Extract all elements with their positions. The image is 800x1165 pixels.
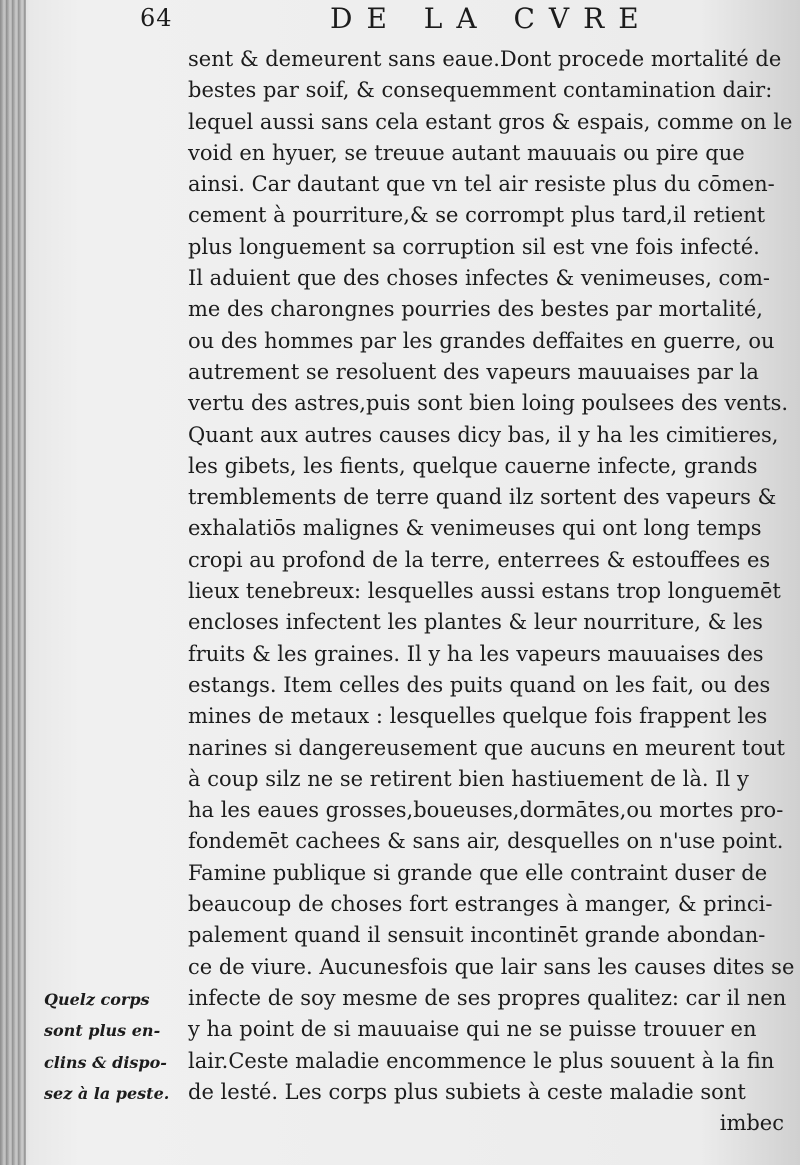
text-line: tremblements de terre quand ilz sortent des vapeurs & bbox=[188, 485, 777, 510]
book-binding-edge bbox=[0, 0, 26, 1165]
marginal-note-line: sez à la peste. bbox=[44, 1083, 170, 1103]
text-line: Il aduient que des choses infectes & venimeuses, com- bbox=[188, 266, 770, 291]
text-line: vertu des astres,puis sont bien loing poulsees des vents. bbox=[188, 391, 789, 416]
body-text bbox=[188, 44, 794, 1139]
text-line: ce de viure. Aucunesfois que lair sans les causes dites se bbox=[188, 954, 795, 979]
text-line: exhalatiōs malignes & venimeuses qui ont long temps bbox=[188, 516, 762, 541]
text-line: plus longuement sa corruption sil est vne fois infecté. bbox=[188, 234, 760, 259]
text-line: void en hyuer, se treuue autant mauuais ou pire que bbox=[188, 140, 745, 165]
text-line: lieux tenebreux: lesquelles aussi estans trop longuemēt bbox=[188, 579, 781, 604]
text-line: fruits & les graines. Il y ha les vapeurs mauuaises des bbox=[188, 641, 764, 666]
text-line: autrement se resoluent des vapeurs mauuaises par la bbox=[188, 359, 759, 384]
text-line: narines si dangereusement que aucuns en meurent tout bbox=[188, 735, 785, 760]
text-line: lequel aussi sans cela estant gros & espais, comme on le bbox=[188, 109, 793, 134]
text-line: à coup silz ne se retirent bien hastiuement de là. Il y bbox=[188, 766, 749, 791]
text-line: les gibets, les fients, quelque cauerne infecte, grands bbox=[188, 453, 758, 478]
marginal-note-line: clins & dispo- bbox=[44, 1052, 167, 1072]
running-head: DE LA CVRE bbox=[330, 2, 653, 35]
marginal-note-line: sont plus en- bbox=[44, 1021, 161, 1041]
text-line: cement à pourriture,& se corrompt plus tard,il retient bbox=[188, 203, 766, 228]
marginal-note bbox=[44, 984, 184, 1109]
text-line: infecte de soy mesme de ses propres qualitez: car il nen bbox=[188, 985, 787, 1010]
text-line: ou des hommes par les grandes deffaites en guerre, ou bbox=[188, 328, 775, 353]
text-line: fondemēt cachees & sans air, desquelles on n'use point. bbox=[188, 829, 784, 854]
text-line: estangs. Item celles des puits quand on les fait, ou des bbox=[188, 672, 771, 697]
catchword: imbec bbox=[719, 1111, 784, 1136]
text-line: de lesté. Les corps plus subiets à ceste maladie sont bbox=[188, 1079, 746, 1104]
text-line: cropi au profond de la terre, enterrees & estouffees es bbox=[188, 547, 771, 572]
text-line: ainsi. Car dautant que vn tel air resiste plus du cōmen- bbox=[188, 172, 775, 197]
text-line: me des charongnes pourries des bestes par mortalité, bbox=[188, 297, 763, 322]
text-line: mines de metaux : lesquelles quelque fois frappent les bbox=[188, 704, 768, 729]
text-line: sent & demeurent sans eaue.Dont procede mortalité de bbox=[188, 47, 782, 71]
text-line: Quant aux autres causes dicy bas, il y ha les cimitieres, bbox=[188, 422, 779, 447]
marginal-note-line: Quelz corps bbox=[44, 990, 150, 1009]
text-line: bestes par soif, & consequemment contamination dair: bbox=[188, 78, 773, 103]
text-line: beaucoup de choses fort estranges à manger, & princi- bbox=[188, 892, 773, 917]
text-line: Famine publique si grande que elle contraint duser de bbox=[188, 860, 768, 885]
page-number: 64 bbox=[140, 4, 173, 32]
text-line: palement quand il sensuit incontinēt grande abondan- bbox=[188, 923, 766, 948]
text-line: y ha point de si mauuaise qui ne se puisse trouuer en bbox=[188, 1017, 757, 1042]
text-line: lair.Ceste maladie encommence le plus souuent à la fin bbox=[188, 1048, 775, 1073]
text-line: ha les eaues grosses,boueuses,dormātes,ou mortes pro- bbox=[188, 798, 784, 823]
text-line: encloses infectent les plantes & leur nourriture, & les bbox=[188, 610, 763, 635]
